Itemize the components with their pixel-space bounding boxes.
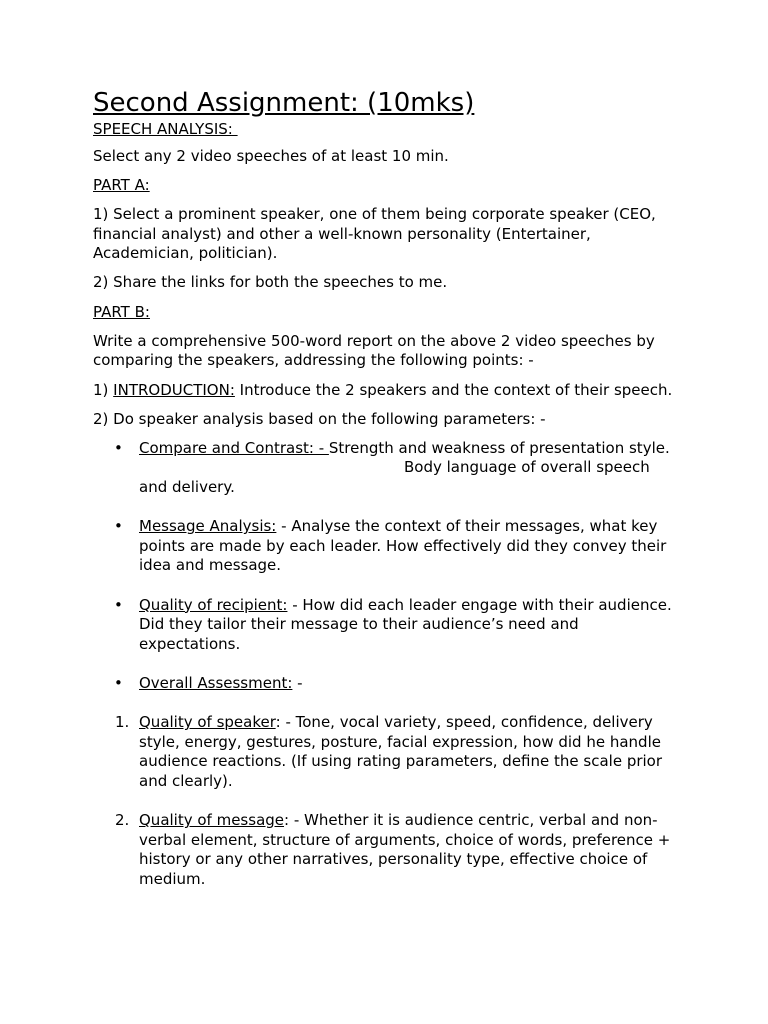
assessment-numbered-list bbox=[93, 713, 683, 889]
select-instruction: Select any 2 video speeches of at least 10 min. bbox=[93, 146, 449, 165]
numbered-label: Quality of message bbox=[139, 811, 285, 830]
page-title: Second Assignment: (10mks) bbox=[93, 88, 475, 118]
bullet-marker: • bbox=[114, 438, 123, 457]
part-b-point-1 bbox=[93, 381, 683, 401]
part-a-item-2: 2) Share the links for both the speeches to me. bbox=[93, 273, 448, 292]
bullet-extra-tail: and delivery. bbox=[139, 478, 235, 497]
bullet-text: Strength and weakness of presentation style. bbox=[328, 438, 670, 457]
part-b-point-2: 2) Do speaker analysis based on the following parameters: - bbox=[93, 409, 546, 428]
number-marker: 2. bbox=[115, 811, 130, 830]
list-item bbox=[93, 811, 683, 889]
part-a-heading: PART A: bbox=[93, 175, 150, 194]
numbered-text: : - Whether it is audience centric, verbal and non-verbal element, structure of arguments, choice of words, preference + history or any other narratives, personality type, effective choice of medium. bbox=[139, 811, 671, 888]
bullet-text: - How did each leader engage with their audience. Did they tailor their message to their audience’s need and expectations. bbox=[139, 595, 672, 653]
bullet-marker: • bbox=[114, 595, 123, 614]
number-marker: 1. bbox=[115, 713, 130, 732]
bullet-text: - bbox=[292, 674, 303, 692]
list-item bbox=[93, 439, 683, 498]
part-a-item-1: 1) Select a prominent speaker, one of them being corporate speaker (CEO, financial analyst) and other a well-known personality (Entertainer, Academician, politician). bbox=[93, 204, 656, 263]
list-item bbox=[93, 517, 683, 576]
bullet-marker: • bbox=[114, 517, 123, 536]
introduction-text: Introduce the 2 speakers and the context of their speech. bbox=[234, 380, 673, 399]
part-b-heading: PART B: bbox=[93, 302, 150, 321]
list-item bbox=[93, 674, 683, 694]
bullet-marker: • bbox=[114, 674, 123, 692]
document-body bbox=[93, 86, 683, 909]
bullet-text: - Analyse the context of their messages, what key points are made by each leader. How effectively did they convey their idea and message. bbox=[139, 517, 667, 575]
list-item bbox=[93, 713, 683, 791]
speech-analysis-heading: SPEECH ANALYSIS: bbox=[93, 120, 238, 138]
bullet-label: Message Analysis: bbox=[139, 517, 277, 536]
numbered-label: Quality of speaker bbox=[139, 713, 276, 732]
part-b-intro: Write a comprehensive 500-word report on the above 2 video speeches by comparing the speakers, addressing the following points: - bbox=[93, 331, 655, 370]
list-item bbox=[93, 596, 683, 655]
point-1-number: 1) bbox=[93, 380, 114, 399]
bullet-extra-line: Body language of overall speech bbox=[404, 458, 650, 477]
bullet-label: Quality of recipient: bbox=[139, 595, 288, 614]
introduction-label: INTRODUCTION: bbox=[113, 380, 235, 399]
parameter-bullet-list bbox=[93, 439, 683, 694]
bullet-label: Overall Assessment: bbox=[139, 674, 293, 692]
numbered-text: : - Tone, vocal variety, speed, confidence, delivery style, energy, gestures, posture, facial expression, how did he handle audience reactions. (If using rating parameters, define the scale prior and clearly). bbox=[139, 713, 663, 790]
bullet-label: Compare and Contrast: - bbox=[139, 438, 329, 457]
